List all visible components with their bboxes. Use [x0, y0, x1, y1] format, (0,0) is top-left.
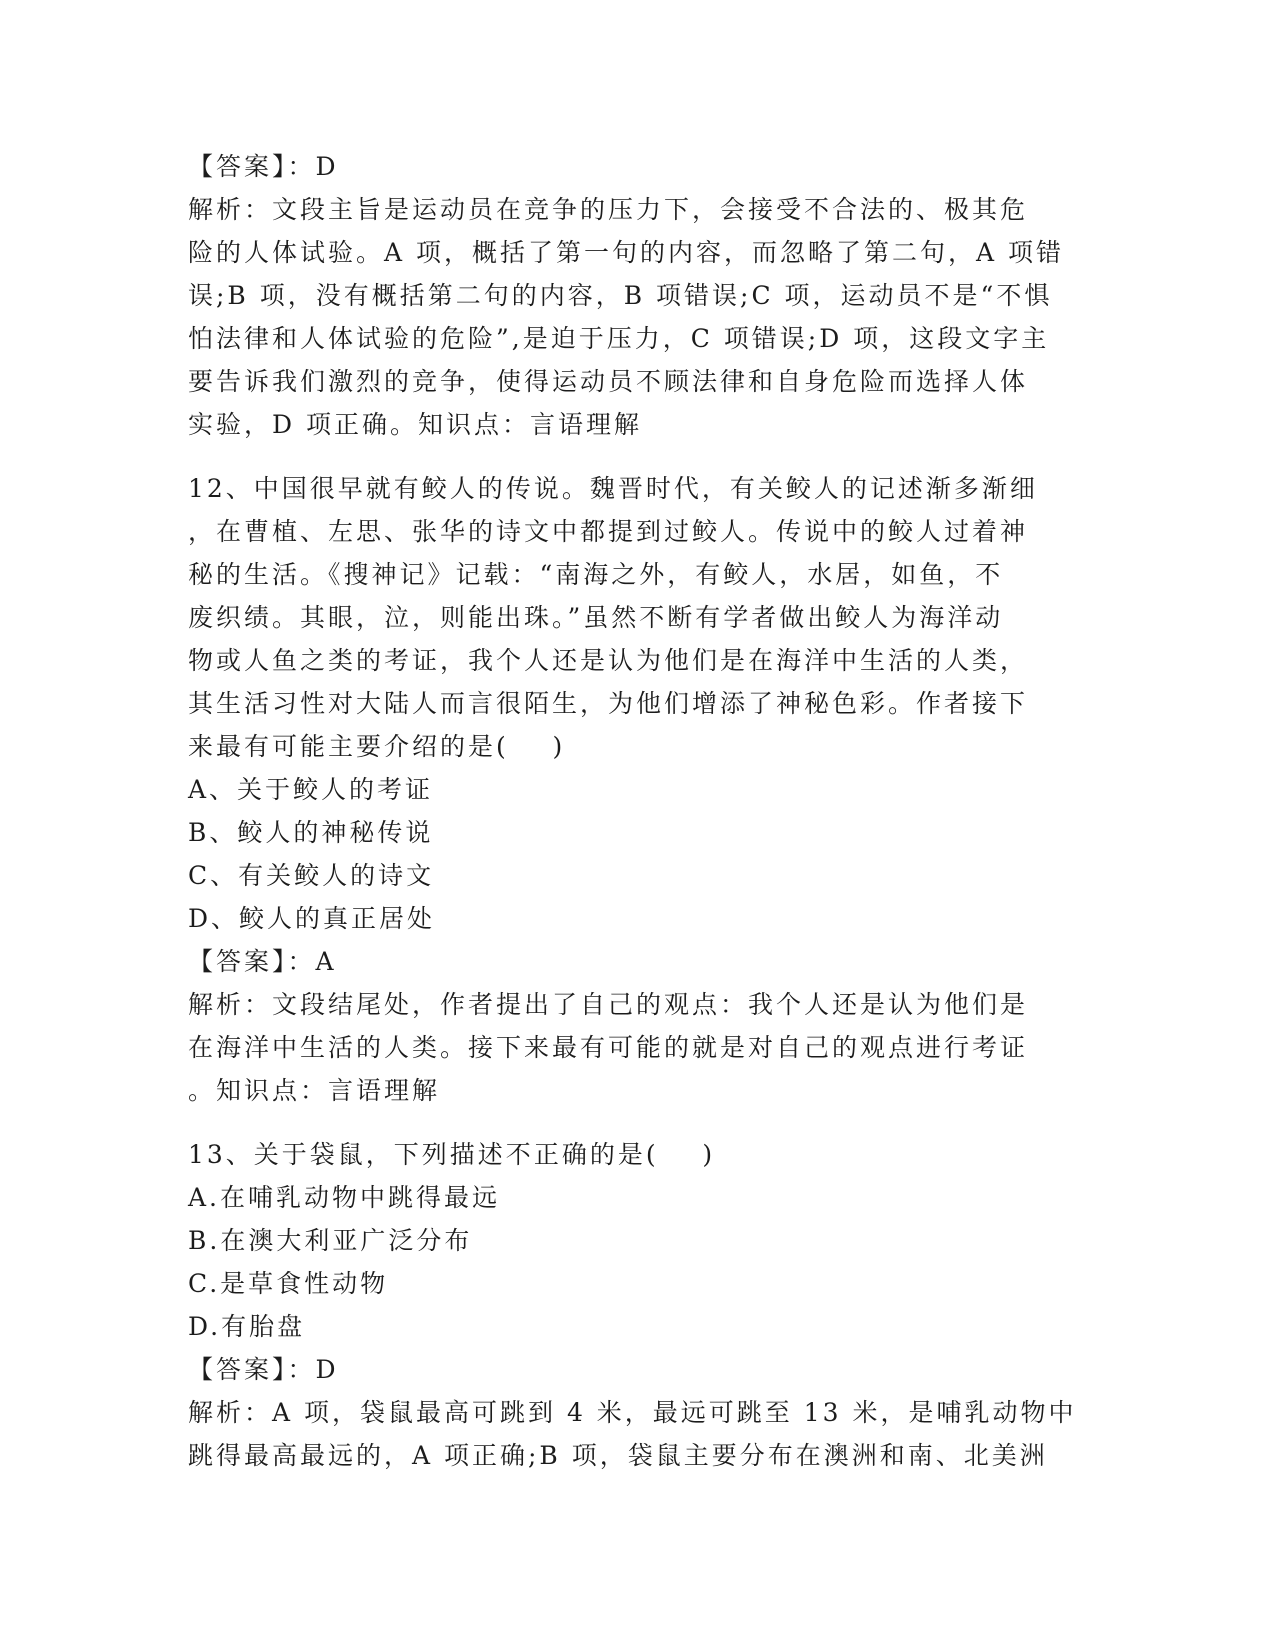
q13-stem: 13、关于袋鼠，下列描述不正确的是( ) — [188, 1140, 716, 1169]
q12-analysis-line: 。知识点：言语理解 — [188, 1076, 441, 1105]
q13-option-a: A.在哺乳动物中跳得最远 — [188, 1183, 501, 1212]
q13-block — [188, 1133, 1077, 1477]
q12-option-d: D、鲛人的真正居处 — [188, 904, 436, 933]
q12-option-a: A、关于鲛人的考证 — [188, 775, 434, 804]
q12-stem-line: 来最有可能主要介绍的是( ) — [188, 732, 566, 761]
q11-block — [188, 145, 1068, 446]
q12-option-b: B、鲛人的神秘传说 — [188, 818, 434, 847]
q13-option-c: C.是草食性动物 — [188, 1269, 389, 1298]
q12-stem-line: 12、中国很早就有鲛人的传说。魏晋时代，有关鲛人的记述渐多渐细 — [188, 474, 1038, 503]
q12-stem-line: ，在曹植、左思、张华的诗文中都提到过鲛人。传说中的鲛人过着神 — [188, 517, 1029, 546]
page-content — [188, 145, 1077, 1477]
q11-analysis-line: 要告诉我们激烈的竞争，使得运动员不顾法律和自身危险而选择人体 — [188, 367, 1029, 396]
q12-block — [188, 467, 1068, 1112]
q12-analysis-line: 解析：文段结尾处，作者提出了自己的观点：我个人还是认为他们是 — [188, 990, 1029, 1019]
q11-analysis-line: 解析：文段主旨是运动员在竞争的压力下，会接受不合法的、极其危 — [188, 195, 1029, 224]
q12-analysis-line: 在海洋中生活的人类。接下来最有可能的就是对自己的观点进行考证 — [188, 1033, 1029, 1062]
q13-option-b: B.在澳大利亚广泛分布 — [188, 1226, 473, 1255]
spacer — [188, 1112, 1068, 1133]
q12-stem-line: 物或人鱼之类的考证，我个人还是认为他们是在海洋中生活的人类， — [188, 646, 1029, 675]
q12-stem-line: 其生活习性对大陆人而言很陌生，为他们增添了神秘色彩。作者接下 — [188, 689, 1029, 718]
q12-stem-line: 废织绩。其眼，泣，则能出珠。”虽然不断有学者做出鲛人为海洋动 — [188, 603, 1004, 632]
q12-answer: 【答案】：A — [188, 947, 337, 976]
q11-answer: 【答案】：D — [188, 152, 339, 181]
q11-analysis-line: 误;B 项，没有概括第二句的内容，B 项错误;C 项，运动员不是“不惧 — [188, 281, 1053, 310]
q11-analysis-line: 实验，D 项正确。知识点：言语理解 — [188, 410, 642, 439]
q11-analysis-line: 险的人体试验。A 项，概括了第一句的内容，而忽略了第二句，A 项错 — [188, 238, 1065, 267]
q12-option-c: C、有关鲛人的诗文 — [188, 861, 435, 890]
q11-analysis-line: 怕法律和人体试验的危险”,是迫于压力，C 项错误;D 项，这段文字主 — [188, 324, 1050, 353]
q13-analysis-line: 跳得最高最远的，A 项正确;B 项，袋鼠主要分布在澳洲和南、北美洲 — [188, 1441, 1048, 1470]
spacer — [188, 446, 1068, 467]
q13-answer: 【答案】：D — [188, 1355, 339, 1384]
q12-stem-line: 秘的生活。《搜神记》记载：“南海之外，有鲛人，水居，如鱼，不 — [188, 560, 1004, 589]
q13-option-d: D.有胎盘 — [188, 1312, 306, 1341]
q13-analysis-line: 解析：A 项，袋鼠最高可跳到 4 米，最远可跳至 13 米，是哺乳动物中 — [188, 1398, 1077, 1427]
